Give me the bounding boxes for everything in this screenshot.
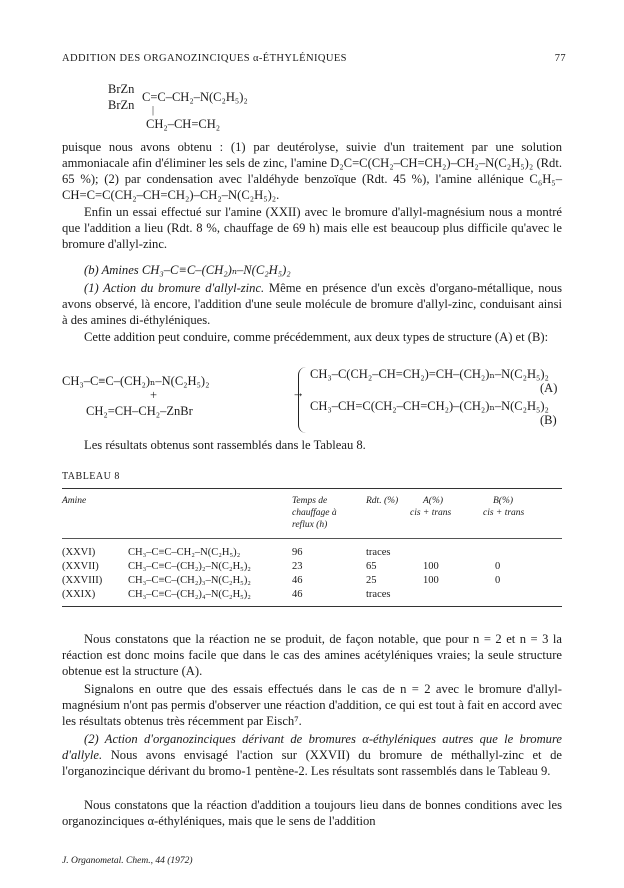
paragraph-7: Nous constatons que la réaction ne se produit, de façon notable, que pour n = 2 et n = 3 la réaction est donc moins facile que dans le cas des amines acétyléniques vraies; la seule structure obtenue est la structure (A).	[62, 632, 562, 678]
table-cell-b: 0	[495, 575, 501, 586]
paragraph-4	[62, 280, 562, 328]
formula-brzn-2: BrZn	[108, 98, 135, 112]
table-header-temps-1: Temps de	[292, 496, 328, 506]
table-header-rdt: Rdt. (%)	[366, 496, 399, 506]
reactant-allylzinc: CH₂=CH–CH₂–ZnBr	[86, 404, 193, 418]
journal-footer: J. Organometal. Chem., 44 (1972)	[62, 856, 193, 866]
table-cell-rdt: traces	[366, 547, 391, 558]
table-label: TABLEAU 8	[62, 471, 120, 482]
table-cell-id: (XXIX)	[62, 589, 96, 600]
table-cell-temps: 23	[292, 561, 303, 572]
paragraph-8: Signalons en outre que des essais effectués dans le cas de n = 2 avec le bromure d'allyl-magnésium n'ont pas permis d'observer une réaction d'addition, ce qui est tout à fait en accord avec les résultats obtenus très récemment par Eisch⁷.	[62, 682, 562, 728]
paragraph-1: puisque nous avons obtenu : (1) par deutérolyse, suivie d'un traitement par une solution ammoniacale afin d'éliminer les sels de zinc, l'amine D₂C=C(CH₂–CH=CH₂)–CH₂–N(C₂H₅)₂ (Rdt. 65 %); (2) par condensation avec l'aldéhyde benzoïque (Rdt. 45 %), l'amine allénique C₆H₅–CH=C=C(CH₂–CH=CH₂)–CH₂–N(C₂H₅)₂.	[62, 140, 562, 202]
product-b: CH₃–CH=C(CH₂–CH=CH₂)–(CH₂)ₙ–N(C₂H₅)₂	[310, 399, 549, 413]
table-cell-formula: CH₃–C≡C–CH₂–N(C₂H₅)₂	[128, 547, 241, 558]
table-header-a: A(%)	[423, 496, 444, 506]
product-brace	[298, 367, 309, 433]
paragraph-5: Cette addition peut conduire, comme précédemment, aux deux types de structure (A) et (B):	[84, 330, 549, 344]
paragraph-2: Enfin un essai effectué sur l'amine (XXII) avec le bromure d'allyl-magnésium nous a montré que l'addition a lieu (Rdt. 8 %, chauffage de 69 h) mais elle est beaucoup plus difficile qu'avec le bromure d'allyl-zinc.	[62, 205, 562, 251]
reaction-plus: +	[150, 388, 158, 402]
table-cell-b: 0	[495, 561, 501, 572]
table-bottom-rule	[62, 606, 562, 607]
table-cell-temps: 46	[292, 575, 303, 586]
product-a-label: (A)	[540, 381, 558, 395]
page-number: 77	[554, 53, 566, 64]
table-cell-a: 100	[423, 575, 439, 586]
formula-allyl-branch: CH₂–CH=CH₂	[146, 117, 221, 131]
table-cell-id: (XXVII)	[62, 561, 99, 572]
table-cell-formula: CH₃–C≡C–(CH₂)₂–N(C₂H₅)₂	[128, 561, 251, 572]
formula-main-chain: C=C–CH₂–N(C₂H₅)₂	[142, 90, 248, 104]
section-heading-b: (b) Amines CH₃–C≡C–(CH₂)ₙ–N(C₂H₅)₂	[84, 263, 291, 277]
paragraph-4-rest: Même en présence d'un excès d'organo-métallique, nous avons observé, là encore, l'addition d'une seule molécule de bromure d'allyl-zinc, conduisant ainsi à des amines di-éthyléniques.	[62, 281, 562, 327]
table-cell-rdt: 25	[366, 575, 377, 586]
table-cell-a: 100	[423, 561, 439, 572]
table-cell-formula: CH₃–C≡C–(CH₂)₄–N(C₂H₅)₂	[128, 589, 251, 600]
table-header-amine: Amine	[62, 496, 87, 506]
table-header-b-cistrans: cis + trans	[483, 508, 525, 518]
table-header-rule	[62, 538, 562, 539]
reactant-amine: CH₃–C≡C–(CH₂)ₙ–N(C₂H₅)₂	[62, 374, 210, 388]
table-header-a-cistrans: cis + trans	[410, 508, 452, 518]
paragraph-10: Nous constatons que la réaction d'addition a toujours lieu dans de bonnes conditions avec les organozinciques α-éthyléniques, mais que le sens de l'addition	[62, 798, 562, 828]
product-a: CH₃–C(CH₂–CH=CH₂)=CH–(CH₂)ₙ–N(C₂H₅)₂	[310, 367, 549, 381]
paragraph-4-lead: (1) Action du bromure d'allyl-zinc.	[84, 281, 265, 295]
paragraph-9-lead: (2) Action d'organozinciques dérivant de bromures α-éthyléniques autres que le bromure d'allyle.	[62, 732, 562, 762]
table-top-rule	[62, 488, 562, 489]
table-cell-rdt: 65	[366, 561, 377, 572]
table-cell-temps: 46	[292, 589, 303, 600]
running-title: ADDITION DES ORGANOZINCIQUES α-ÉTHYLÉNIQUES	[62, 53, 347, 64]
reaction-arrow: →	[292, 386, 305, 400]
product-b-label: (B)	[540, 413, 557, 427]
table-cell-rdt: traces	[366, 589, 391, 600]
table-header-temps-3: reflux (h)	[292, 520, 328, 530]
paragraph-9-rest: Nous avons envisagé l'action sur (XXVII) du bromure de méthallyl-zinc et de l'organozincique dérivant du bromo-1 pentène-2. Les résultats sont rassemblés dans le Tableau 9.	[62, 748, 562, 778]
table-header-b: B(%)	[493, 496, 514, 506]
table-header-temps-2: chauffage à	[292, 508, 337, 518]
table-cell-id: (XXVIII)	[62, 575, 103, 586]
running-header	[62, 53, 566, 64]
paragraph-6: Les résultats obtenus sont rassemblés dans le Tableau 8.	[84, 438, 366, 452]
formula-brzn-1: BrZn	[108, 82, 135, 96]
table-cell-temps: 96	[292, 547, 303, 558]
formula-bond-line: |	[152, 105, 155, 116]
paragraph-9	[62, 731, 562, 779]
table-cell-id: (XXVI)	[62, 547, 96, 558]
table-cell-formula: CH₃–C≡C–(CH₂)₃–N(C₂H₅)₂	[128, 575, 251, 586]
